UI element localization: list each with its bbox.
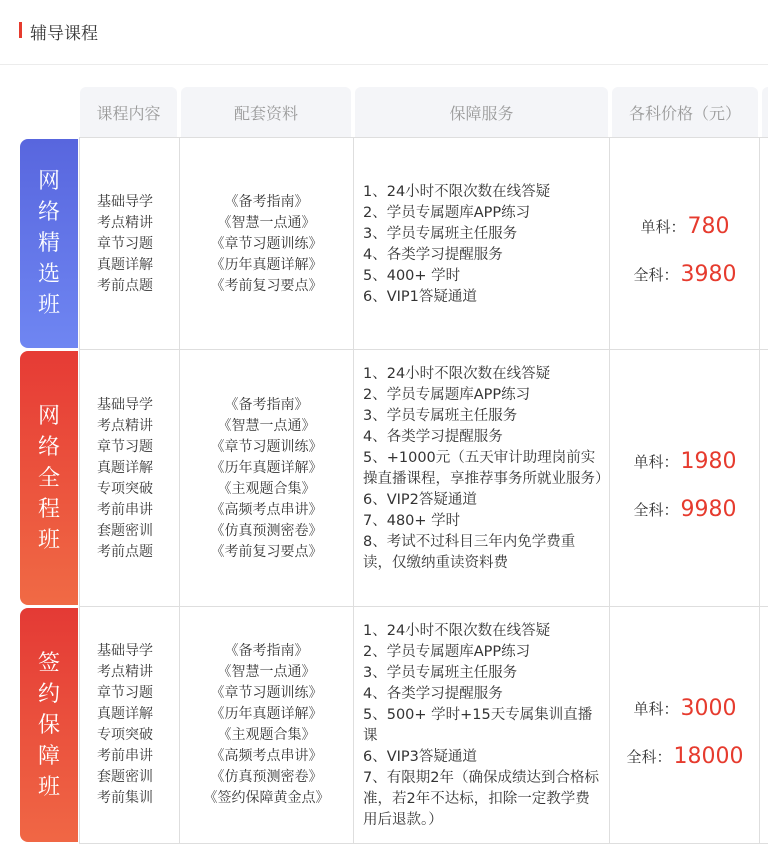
materials-list: 《备考指南》 《智慧一点通》 《章节习题训练》 《历年真题详解》 《主观题合集》 《高频考点串讲》 《仿真预测密卷》 《考前复习要点》 bbox=[210, 397, 323, 560]
section-header bbox=[0, 0, 768, 65]
course-tag-network-select: 网络精选班 bbox=[20, 139, 78, 348]
price-single: 单科： 1980 bbox=[633, 448, 737, 474]
services-list: 1、24小时不限次数在线答疑 2、学员专属题库APP练习 3、学员专属班主任服务 4、各类学习提醒服务 5、500+ 学时+15天专属集训直播课 6、VIP3答疑通道 7、有限期2年（确保成绩达到合格标准，若2年不达标，扣除一定教学费用后退款。） bbox=[363, 623, 599, 828]
col-divider bbox=[609, 137, 610, 844]
services-list: 1、24小时不限次数在线答疑 2、学员专属题库APP练习 3、学员专属班主任服务 4、各类学习提醒服务 5、400+ 学时 6、VIP1答疑通道 bbox=[363, 184, 551, 305]
materials-list: 《备考指南》 《智慧一点通》 《章节习题训练》 《历年真题详解》 《主观题合集》 《高频考点串讲》 《仿真预测密卷》 《签约保障黄金点》 bbox=[203, 643, 330, 806]
course-tag-contract-guarantee: 签约保障班 bbox=[20, 608, 78, 842]
price-all: 全科： 9980 bbox=[633, 496, 737, 522]
header-services: 保障服务 bbox=[355, 87, 608, 137]
course-tag-network-full: 网络全程班 bbox=[20, 351, 78, 605]
services-list: 1、24小时不限次数在线答疑 2、学员专属题库APP练习 3、学员专属班主任服务 4、各类学习提醒服务 5、+1000元（五天审计助理岗前实操直播课程，享推荐事务所就业服务） 6、VIP2答疑通道 7、480+ 学时 8、考试不过科目三年内免学费重读，仅缴纳重读资料费 bbox=[363, 366, 610, 571]
col-divider bbox=[353, 137, 354, 844]
materials-list: 《备考指南》 《智慧一点通》 《章节习题训练》 《历年真题详解》 《考前复习要点》 bbox=[210, 194, 323, 294]
accent-bar bbox=[19, 22, 22, 38]
price-single: 单科： 780 bbox=[640, 213, 730, 239]
header-next-column bbox=[762, 87, 768, 137]
course-content-list: 基础导学 考点精讲 章节习题 真题详解 专项突破 考前串讲 套题密训 考前点题 bbox=[97, 397, 153, 560]
header-price: 各科价格（元） bbox=[612, 87, 758, 137]
price-single: 单科： 3000 bbox=[633, 695, 737, 721]
course-content-list: 基础导学 考点精讲 章节习题 真题详解 专项突破 考前串讲 套题密训 考前集训 bbox=[97, 643, 153, 806]
row-divider bbox=[80, 349, 768, 350]
row-divider bbox=[80, 843, 768, 844]
row-divider bbox=[80, 137, 768, 138]
header-course-content: 课程内容 bbox=[80, 87, 177, 137]
section-title: 辅导课程 bbox=[30, 24, 98, 44]
col-divider bbox=[759, 137, 760, 844]
price-all: 全科： 3980 bbox=[633, 261, 737, 287]
price-all: 全科： 18000 bbox=[626, 743, 744, 769]
course-content-list: 基础导学 考点精讲 章节习题 真题详解 考前点题 bbox=[97, 194, 153, 294]
row-divider bbox=[80, 606, 768, 607]
col-divider bbox=[79, 137, 80, 844]
header-materials: 配套资料 bbox=[181, 87, 351, 137]
